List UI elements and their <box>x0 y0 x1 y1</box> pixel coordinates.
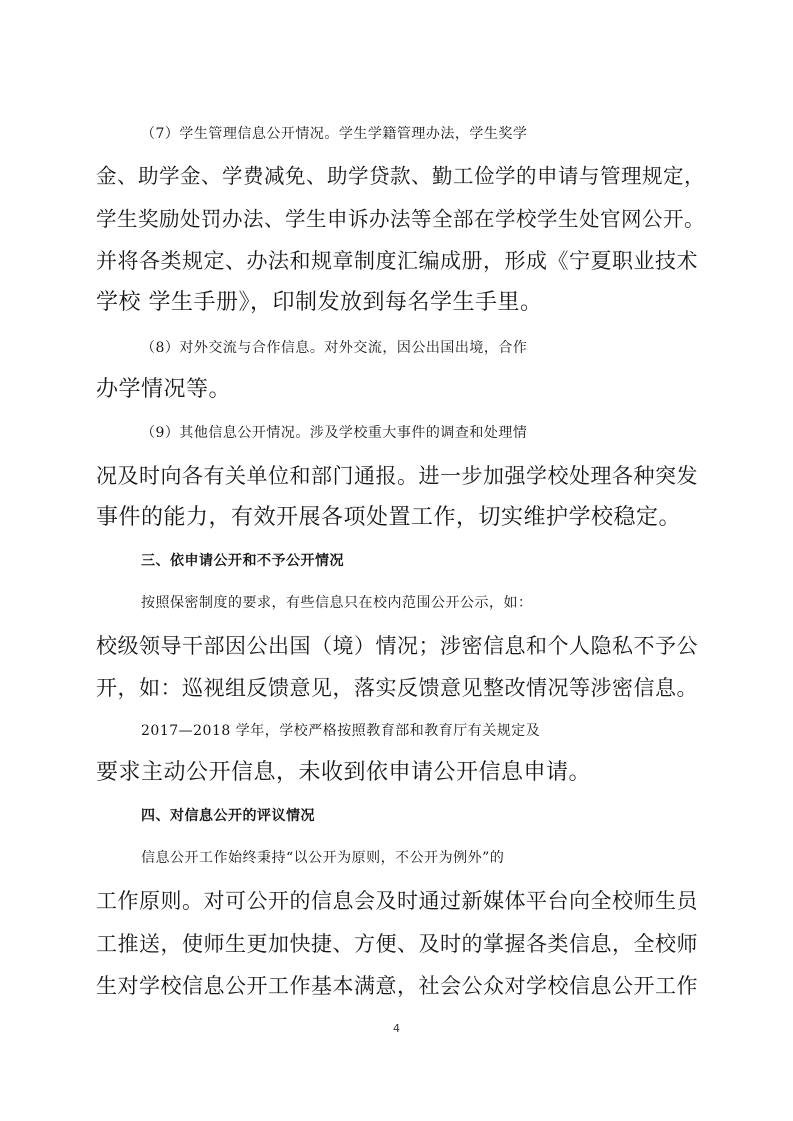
page-number: 4 <box>393 1022 400 1035</box>
section-3-para-1-line-2: 校级领导干部因公出国（境）情况；涉密信息和个人隐私不予公 <box>96 634 698 658</box>
paragraph-9-line-3: 事件的能力，有效开展各项处置工作，切实维护学校稳定。 <box>96 505 682 530</box>
section-heading-4: 四、对信息公开的评议情况 <box>141 808 315 824</box>
paragraph-7-line-3: 学生奖励处罚办法、学生申诉办法等全部在学校学生处官网公开。 <box>96 207 705 231</box>
section-3-para-1-line-3: 开，如：巡视组反馈意见，落实反馈意见整改情况等涉密信息。 <box>96 676 698 700</box>
section-4-para-1-line-3: 工推送，使师生更加快捷、方便、及时的掌握各类信息，全校师 <box>96 932 698 956</box>
section-4-para-1-line-2: 工作原则。对可公开的信息会及时通过新媒体平台向全校师生员 <box>96 889 698 913</box>
paragraph-8-line-2: 办学情况等。 <box>96 377 232 402</box>
section-4-para-1-line-1: 信息公开工作始终秉持“以公开为原则，不公开为例外”的 <box>141 850 505 866</box>
section-3-para-2-line-1: 2017—2018 学年，学校严格按照教育部和教育厅有关规定及 <box>141 723 541 739</box>
section-heading-3: 三、依申请公开和不予公开情况 <box>141 553 344 569</box>
paragraph-9-line-1: （9）其他信息公开情况。涉及学校重大事件的调查和处理情 <box>141 425 528 441</box>
paragraph-7-line-1: （7）学生管理信息公开情况。学生学籍管理办法，学生奖学 <box>141 126 528 142</box>
section-3-para-2-line-2: 要求主动公开信息，未收到依申请公开信息申请。 <box>96 760 592 785</box>
paragraph-9-line-2: 况及时向各有关单位和部门通报。进一步加强学校处理各种突发 <box>96 464 698 488</box>
paragraph-7-line-2: 金、助学金、学费减免、助学贷款、勤工俭学的申请与管理规定， <box>96 164 705 188</box>
paragraph-7-line-5: 学校 学生手册》，印制发放到每名学生手里。 <box>96 290 543 315</box>
paragraph-7-line-4: 并将各类规定、办法和规章制度汇编成册，形成《宁夏职业技术 <box>96 249 698 273</box>
paragraph-8-line-1: （8）对外交流与合作信息。对外交流，因公出国出境，合作 <box>141 340 528 356</box>
section-4-para-1-line-4: 生对学校信息公开工作基本满意，社会公众对学校信息公开工作 <box>96 974 698 998</box>
section-3-para-1-line-1: 按照保密制度的要求，有些信息只在校内范围公开公示，如： <box>141 595 533 611</box>
